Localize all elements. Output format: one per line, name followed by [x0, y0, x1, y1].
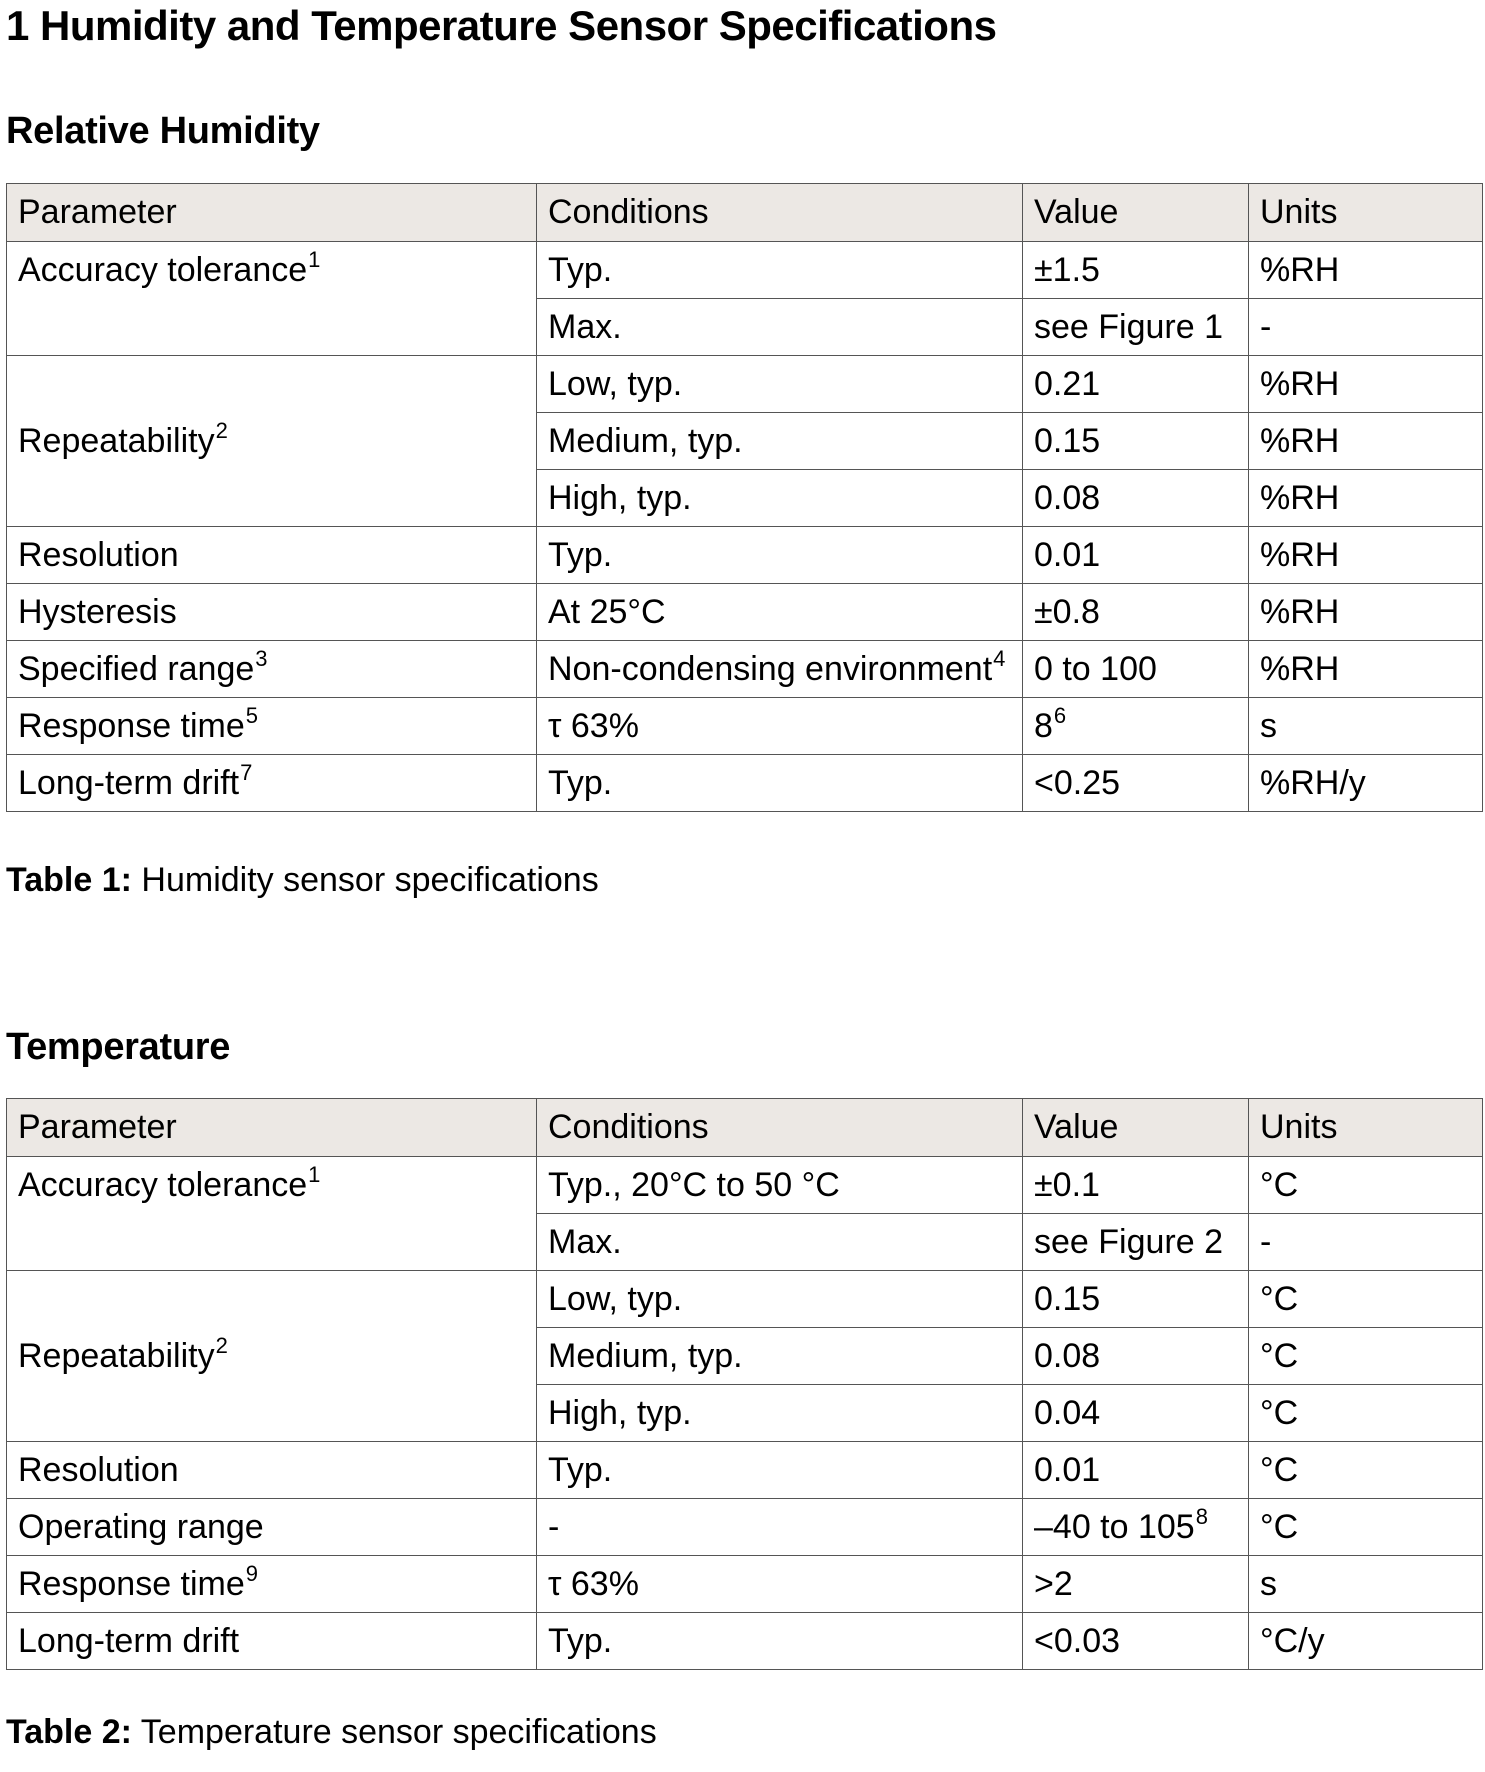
table-row [7, 1157, 1483, 1214]
cell-value: <0.03 [1023, 1613, 1249, 1670]
cell-unit: %RH [1249, 527, 1483, 584]
column-header-value: Value [1023, 1099, 1249, 1157]
cell-unit: °C [1249, 1271, 1483, 1328]
cell-unit: s [1249, 1556, 1483, 1613]
table-row [7, 1556, 1483, 1613]
param-resolution: Resolution [7, 527, 537, 584]
cell-unit: %RH [1249, 356, 1483, 413]
cell-value: ±0.1 [1023, 1157, 1249, 1214]
humidity-section-heading: Relative Humidity [6, 110, 320, 152]
column-header-units: Units [1249, 1099, 1483, 1157]
param-response-time: Response time$^5$ [7, 698, 537, 755]
cell-unit: %RH [1249, 584, 1483, 641]
cell-value: 0.21 [1023, 356, 1249, 413]
cell-unit: - [1249, 299, 1483, 356]
cell-value: 0.08 [1023, 470, 1249, 527]
cell-condition: High, typ. [537, 1385, 1023, 1442]
temperature-section-heading: Temperature [6, 1026, 231, 1068]
table-row [7, 1613, 1483, 1670]
page-title: 1 Humidity and Temperature Sensor Specifications [6, 2, 997, 49]
cell-value: see Figure 2 [1023, 1214, 1249, 1271]
table-row [7, 1271, 1483, 1328]
cell-unit: %RH [1249, 470, 1483, 527]
table-row [7, 1499, 1483, 1556]
param-operating-range: Operating range [7, 1499, 537, 1556]
table-row [7, 527, 1483, 584]
cell-condition: Non-condensing environment$^4$ [537, 641, 1023, 698]
cell-value: 0.15 [1023, 1271, 1249, 1328]
cell-unit: %RH [1249, 641, 1483, 698]
table-row [7, 356, 1483, 413]
cell-condition: τ 63% [537, 1556, 1023, 1613]
table-row [7, 641, 1483, 698]
table-row [7, 755, 1483, 812]
cell-condition: Typ. [537, 755, 1023, 812]
cell-value: 0.01 [1023, 1442, 1249, 1499]
cell-unit: °C [1249, 1328, 1483, 1385]
cell-value: $8^6$ [1023, 698, 1249, 755]
cell-condition: Typ. [537, 1613, 1023, 1670]
cell-unit: %RH/y [1249, 755, 1483, 812]
cell-condition: High, typ. [537, 470, 1023, 527]
cell-value: <0.25 [1023, 755, 1249, 812]
humidity-spec-table [6, 183, 1483, 812]
column-header-conditions: Conditions [537, 184, 1023, 242]
cell-value: ±1.5 [1023, 242, 1249, 299]
column-header-parameter: Parameter [7, 184, 537, 242]
param-specified-range: Specified range$^3$ [7, 641, 537, 698]
cell-condition: Medium, typ. [537, 413, 1023, 470]
table-row [7, 1442, 1483, 1499]
cell-condition: Low, typ. [537, 356, 1023, 413]
cell-condition: Low, typ. [537, 1271, 1023, 1328]
table-row [7, 242, 1483, 299]
table-header-row [7, 184, 1483, 242]
cell-value: 0.04 [1023, 1385, 1249, 1442]
column-header-parameter: Parameter [7, 1099, 537, 1157]
cell-value: 0 to 100 [1023, 641, 1249, 698]
cell-value: –40 to $105^8$ [1023, 1499, 1249, 1556]
cell-condition: τ 63% [537, 698, 1023, 755]
cell-condition: Typ. [537, 1442, 1023, 1499]
table-2-caption: Table 2: Temperature sensor specifications [6, 1713, 657, 1751]
temperature-spec-table [6, 1098, 1483, 1670]
cell-unit: %RH [1249, 413, 1483, 470]
cell-unit: - [1249, 1214, 1483, 1271]
cell-condition: Typ. [537, 527, 1023, 584]
param-long-term-drift: Long-term drift [7, 1613, 537, 1670]
cell-value: 0.01 [1023, 527, 1249, 584]
cell-condition: Typ. [537, 242, 1023, 299]
cell-value: >2 [1023, 1556, 1249, 1613]
param-response-time: Response time$^9$ [7, 1556, 537, 1613]
cell-value: ±0.8 [1023, 584, 1249, 641]
cell-condition: - [537, 1499, 1023, 1556]
cell-condition: Max. [537, 1214, 1023, 1271]
column-header-value: Value [1023, 184, 1249, 242]
param-accuracy-tolerance: Accuracy tolerance$^1$ [7, 242, 537, 356]
cell-value: 0.15 [1023, 413, 1249, 470]
cell-condition: Max. [537, 299, 1023, 356]
cell-condition: At 25°C [537, 584, 1023, 641]
column-header-units: Units [1249, 184, 1483, 242]
table-row [7, 584, 1483, 641]
param-resolution: Resolution [7, 1442, 537, 1499]
cell-unit: s [1249, 698, 1483, 755]
cell-unit: °C/y [1249, 1613, 1483, 1670]
param-accuracy-tolerance: Accuracy tolerance$^1$ [7, 1157, 537, 1271]
table-row [7, 698, 1483, 755]
cell-unit: °C [1249, 1385, 1483, 1442]
cell-condition: Typ., 20°C to 50 °C [537, 1157, 1023, 1214]
cell-condition: Medium, typ. [537, 1328, 1023, 1385]
cell-unit: %RH [1249, 242, 1483, 299]
table-header-row [7, 1099, 1483, 1157]
cell-unit: °C [1249, 1157, 1483, 1214]
table-1-caption: Table 1: Humidity sensor specifications [6, 861, 599, 899]
cell-unit: °C [1249, 1499, 1483, 1556]
param-repeatability: Repeatability$^2$ [7, 1271, 537, 1442]
param-long-term-drift: Long-term drift$^7$ [7, 755, 537, 812]
cell-value: 0.08 [1023, 1328, 1249, 1385]
cell-value: see Figure 1 [1023, 299, 1249, 356]
param-hysteresis: Hysteresis [7, 584, 537, 641]
column-header-conditions: Conditions [537, 1099, 1023, 1157]
cell-unit: °C [1249, 1442, 1483, 1499]
param-repeatability: Repeatability$^2$ [7, 356, 537, 527]
